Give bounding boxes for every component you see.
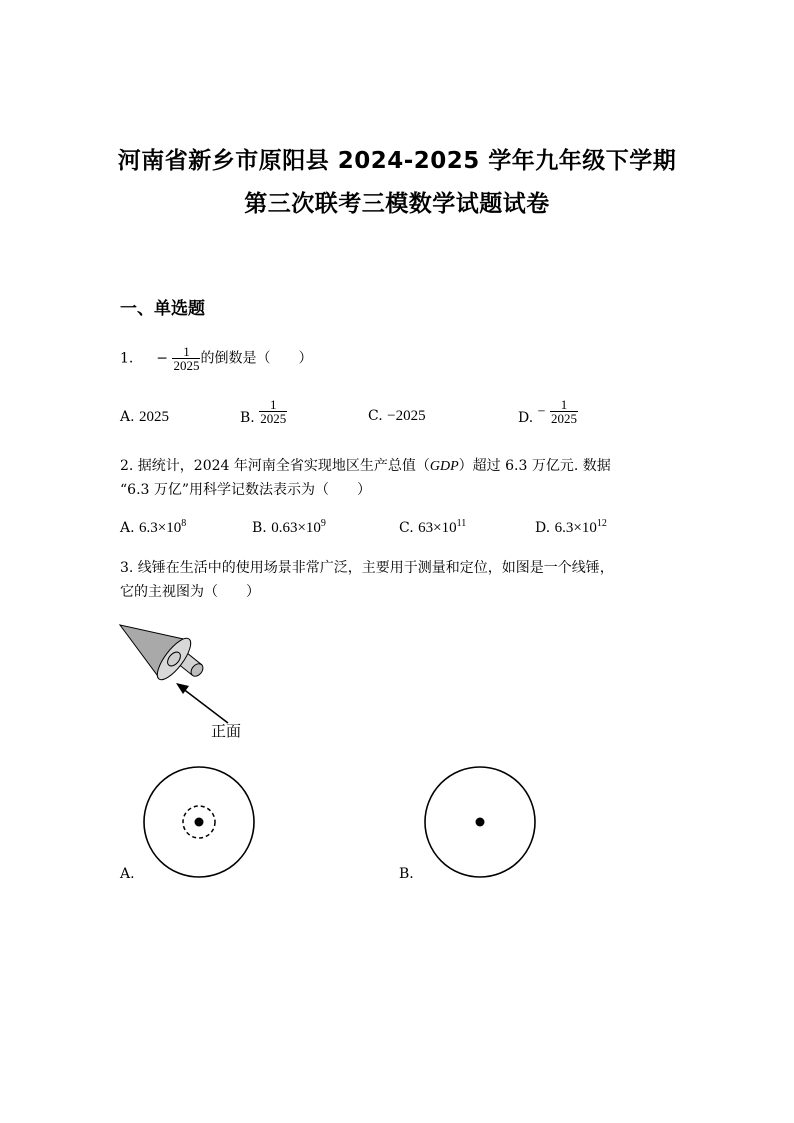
page-subtitle: 第三次联考三模数学试题试卷: [244, 191, 550, 217]
q3-option-b-figure[interactable]: [423, 765, 539, 881]
q2-option-d[interactable]: [535, 518, 607, 537]
q2-gdp: GDP: [429, 459, 459, 474]
question-3-line-2: 它的主视图为（ ）: [120, 584, 260, 600]
option-fraction: [259, 398, 287, 425]
option-label: B.: [240, 409, 255, 426]
plumb-bob-cone: [120, 625, 196, 684]
front-label: 正面: [211, 722, 242, 740]
option-value: $0.63\times 10^9$: [271, 518, 326, 536]
q2-option-c[interactable]: [399, 518, 466, 537]
q1-frac-num: 1: [183, 344, 190, 359]
option-value: $63\times 10^{11}$: [418, 518, 467, 536]
q2-text-b: ）超过 6.3 万亿元. 数据: [458, 458, 611, 474]
option-label: C.: [399, 520, 414, 536]
q3-option-a-figure[interactable]: [142, 765, 258, 881]
plumb-bob-figure: [110, 615, 270, 745]
frac-den: 2025: [551, 411, 577, 426]
option-value: $6.3\times 10^8$: [139, 518, 187, 536]
page-title: 河南省新乡市原阳县 2024-2025 学年九年级下学期: [117, 148, 677, 174]
option-neg-sign: −: [537, 404, 546, 420]
frac-num: 1: [560, 397, 568, 412]
option-value: −2025: [387, 408, 426, 424]
frac-num: 1: [269, 397, 277, 412]
question-1: [120, 345, 312, 372]
q2-option-b[interactable]: [252, 518, 326, 537]
q3-option-a-label[interactable]: A.: [120, 866, 135, 882]
center-dot: [195, 818, 204, 827]
option-fraction: [550, 398, 578, 425]
front-view-arrow: [176, 683, 228, 723]
q1-stem: 的倒数是（ ）: [200, 350, 313, 367]
option-label: B.: [252, 520, 267, 536]
q1-number: 1.: [120, 350, 134, 367]
frac-den: 2025: [260, 411, 287, 426]
section-heading: 一、单选题: [120, 299, 205, 319]
q3-option-b-label[interactable]: B.: [399, 866, 414, 882]
option-label: C.: [368, 408, 383, 424]
option-label: D.: [518, 409, 534, 426]
question-3-line-1: 3. 线锤在生活中的使用场景非常广泛，主要用于测量和定位，如图是一个线锤，: [120, 560, 614, 576]
option-label: A.: [120, 520, 135, 536]
q1-neg-sign: −: [156, 350, 168, 367]
q1-option-a[interactable]: [120, 409, 169, 426]
q1-fraction: [172, 345, 200, 372]
q1-option-b[interactable]: [240, 398, 287, 425]
question-2-line-2: “6.3 万亿”用科学记数法表示为（ ）: [120, 482, 372, 498]
option-value: 2025: [139, 409, 170, 425]
q1-frac-den: 2025: [173, 358, 200, 373]
option-label: D.: [535, 520, 551, 536]
center-dot: [476, 818, 485, 827]
q1-option-d[interactable]: [518, 398, 578, 425]
option-value: $6.3\times 10^{12}$: [554, 518, 607, 536]
q1-option-c[interactable]: [368, 408, 426, 425]
q2-text-a: 2. 据统计，2024 年河南全省实现地区生产总值（: [120, 458, 430, 474]
q2-option-a[interactable]: [120, 518, 186, 537]
option-label: A.: [120, 409, 135, 425]
question-2-line-1: [120, 455, 611, 475]
